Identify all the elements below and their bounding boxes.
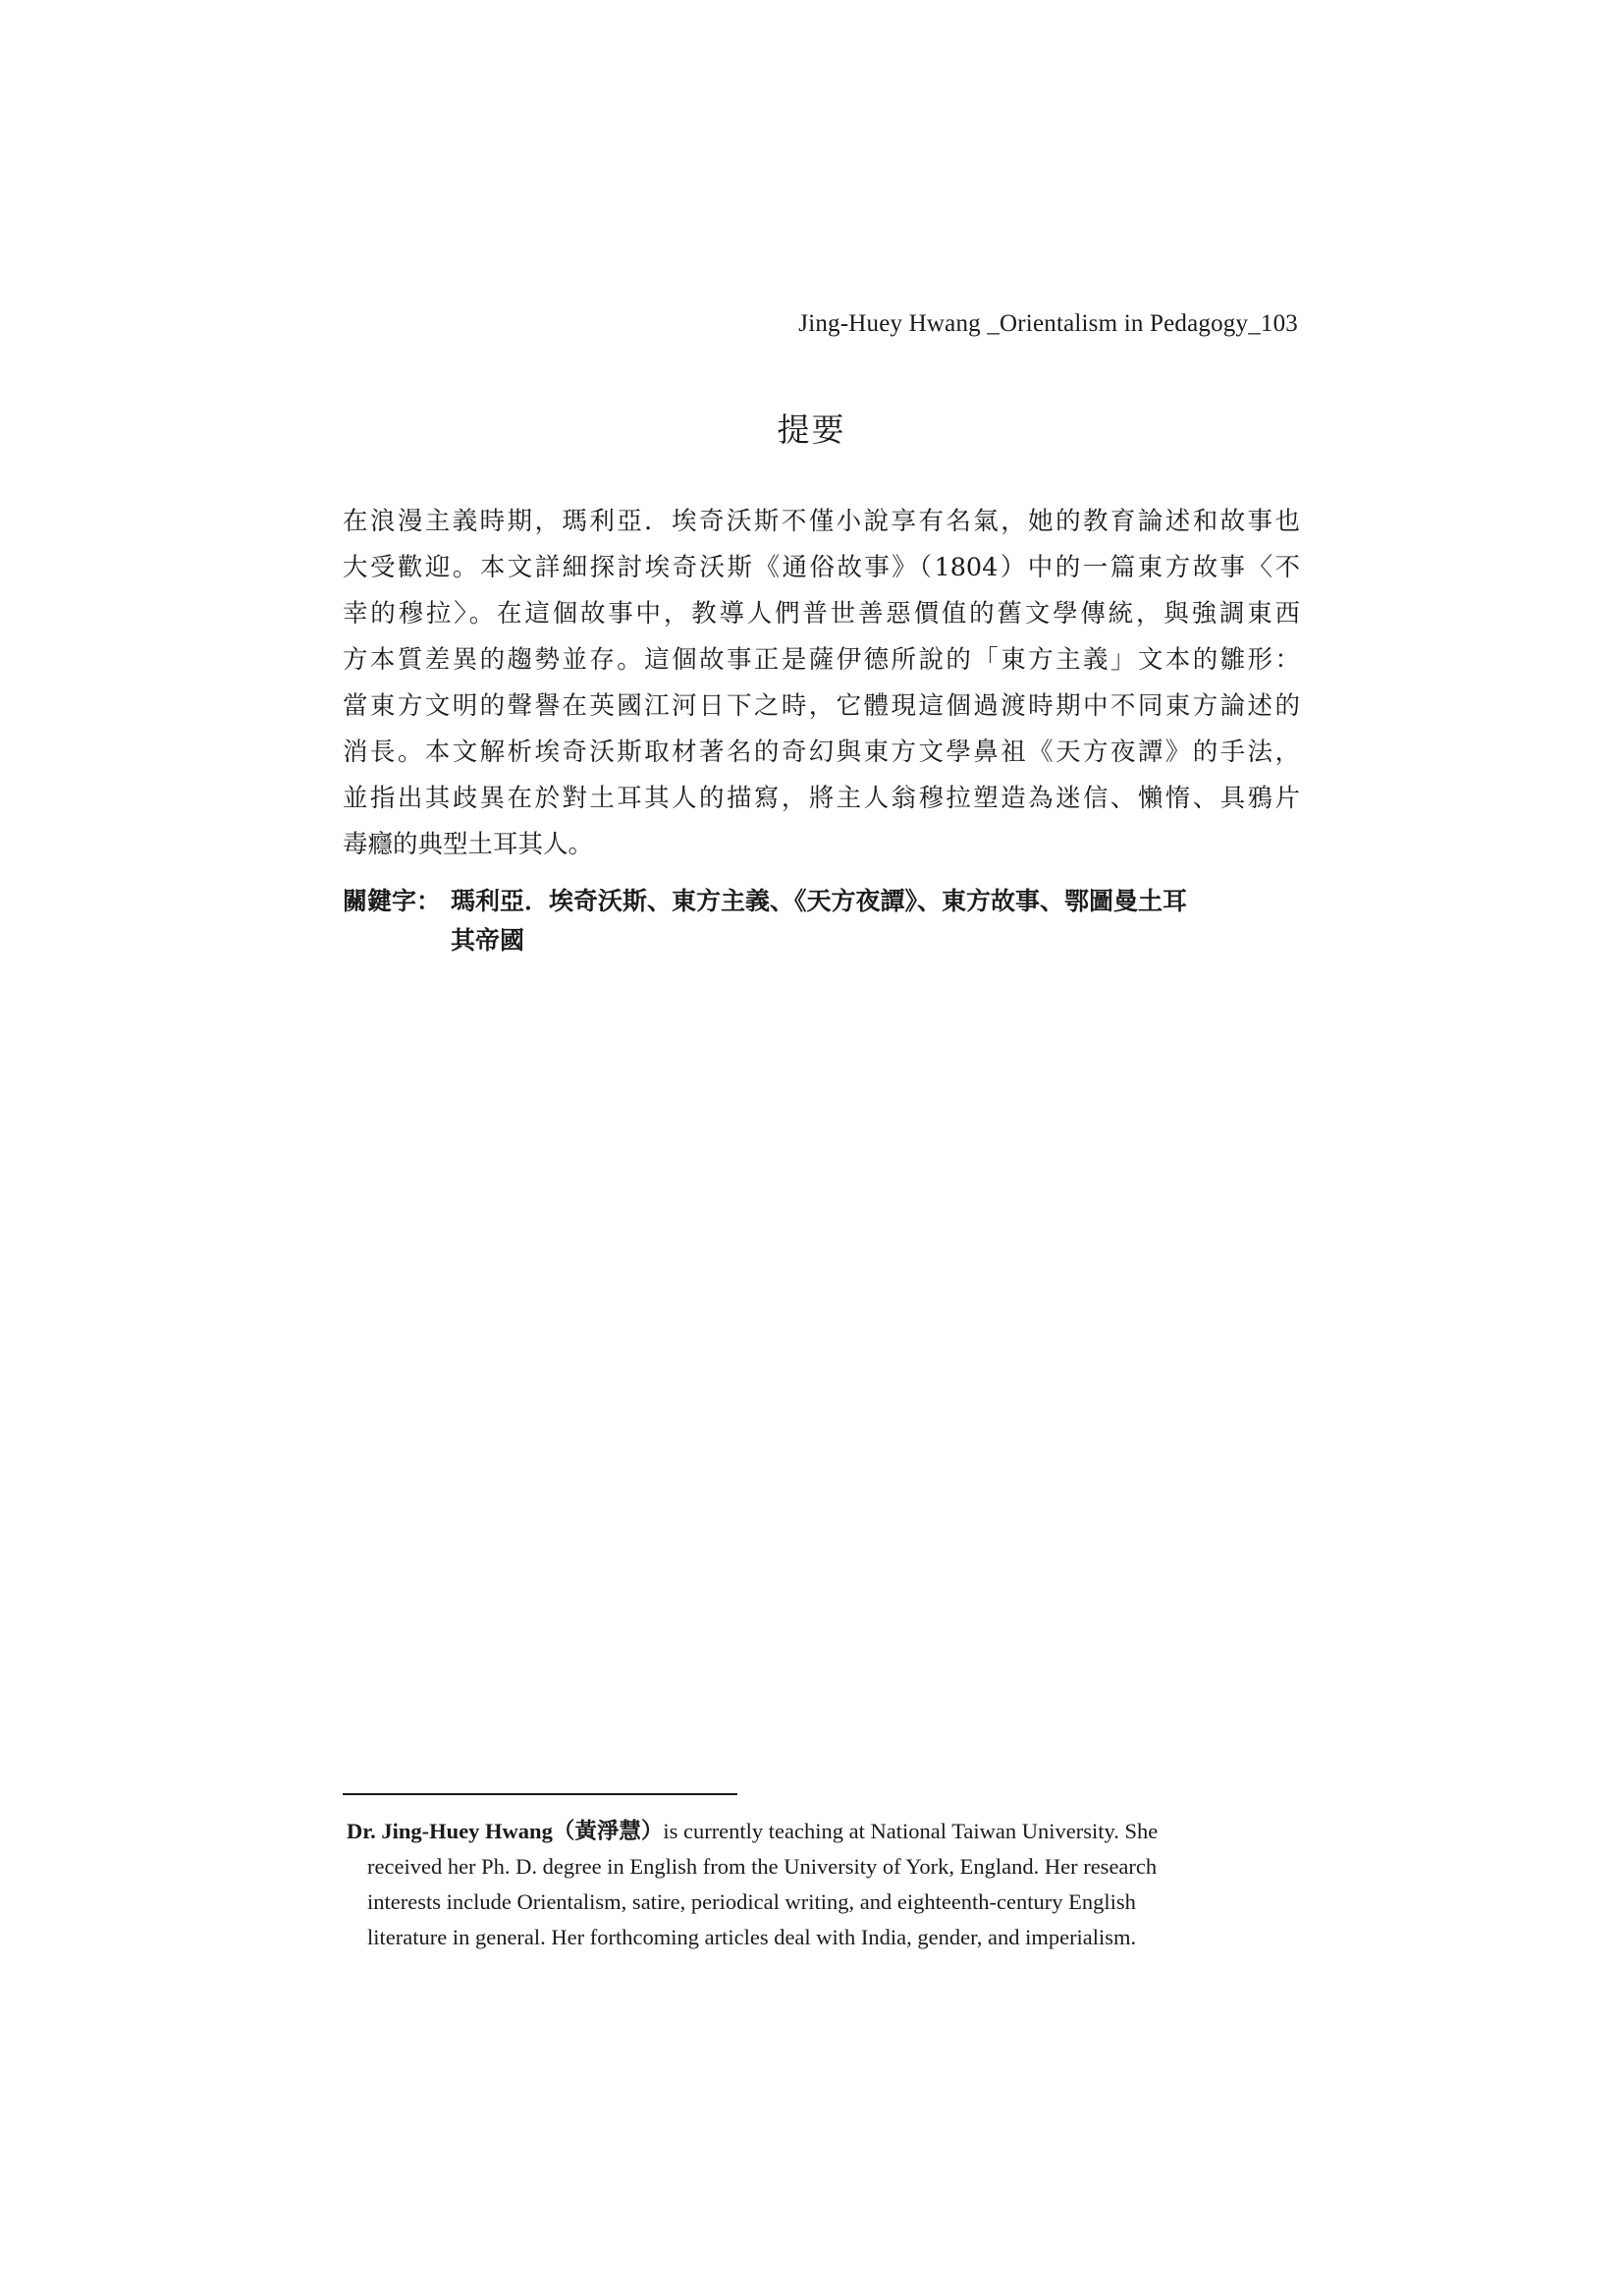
abstract-line: 當東方文明的聲譽在英國江河日下之時，它體現這個過渡時期中不同東方論述的 bbox=[343, 691, 1300, 721]
footnote-text: interests include Orientalism, satire, periodical writing, and eighteenth-century English bbox=[367, 1889, 1136, 1914]
keywords-list: 瑪利亞．埃奇沃斯、東方主義、《天方夜譚》、東方故事、鄂圖曼土耳 bbox=[451, 887, 1188, 915]
keywords-list-continued: 其帝國 bbox=[451, 926, 525, 955]
abstract-line: 消長。本文解析埃奇沃斯取材著名的奇幻與東方文學鼻祖《天方夜譚》的手法， bbox=[343, 738, 1300, 767]
footnote-divider bbox=[343, 1793, 737, 1795]
abstract-line: 在浪漫主義時期，瑪利亞．埃奇沃斯不僅小說享有名氣，她的教育論述和故事也 bbox=[343, 507, 1300, 536]
keywords bbox=[343, 882, 1300, 960]
footnote-text: received her Ph. D. degree in English from the University of York, England. Her research bbox=[367, 1854, 1158, 1879]
footnote-text: is currently teaching at National Taiwan University. She bbox=[663, 1819, 1159, 1843]
abstract-line: 毒癮的典型土耳其人。 bbox=[343, 830, 594, 859]
author-footnote bbox=[347, 1814, 1274, 1955]
abstract-line: 大受歡迎。本文詳細探討埃奇沃斯《通俗故事》（1804）中的一篇東方故事〈不 bbox=[343, 553, 1300, 582]
keywords-label: 關鍵字： bbox=[343, 887, 442, 915]
abstract-body bbox=[343, 499, 1300, 868]
abstract-line: 並指出其歧異在於對土耳其人的描寫，將主人翁穆拉塑造為迷信、懶惰、具鴉片 bbox=[343, 784, 1300, 813]
running-head: Jing-Huey Hwang _Orientalism in Pedagogy_103 bbox=[798, 310, 1298, 337]
author-name: Dr. Jing-Huey Hwang（黃淨慧） bbox=[347, 1819, 664, 1843]
footnote-text: literature in general. Her forthcoming articles deal with India, gender, and imperialism. bbox=[367, 1925, 1137, 1949]
abstract-line: 幸的穆拉〉。在這個故事中，教導人們普世善惡價值的舊文學傳統，與強調東西 bbox=[343, 599, 1300, 629]
abstract-title: 提要 bbox=[777, 410, 846, 449]
abstract-line: 方本質差異的趨勢並存。這個故事正是薩伊德所說的「東方主義」文本的雛形： bbox=[343, 645, 1300, 675]
